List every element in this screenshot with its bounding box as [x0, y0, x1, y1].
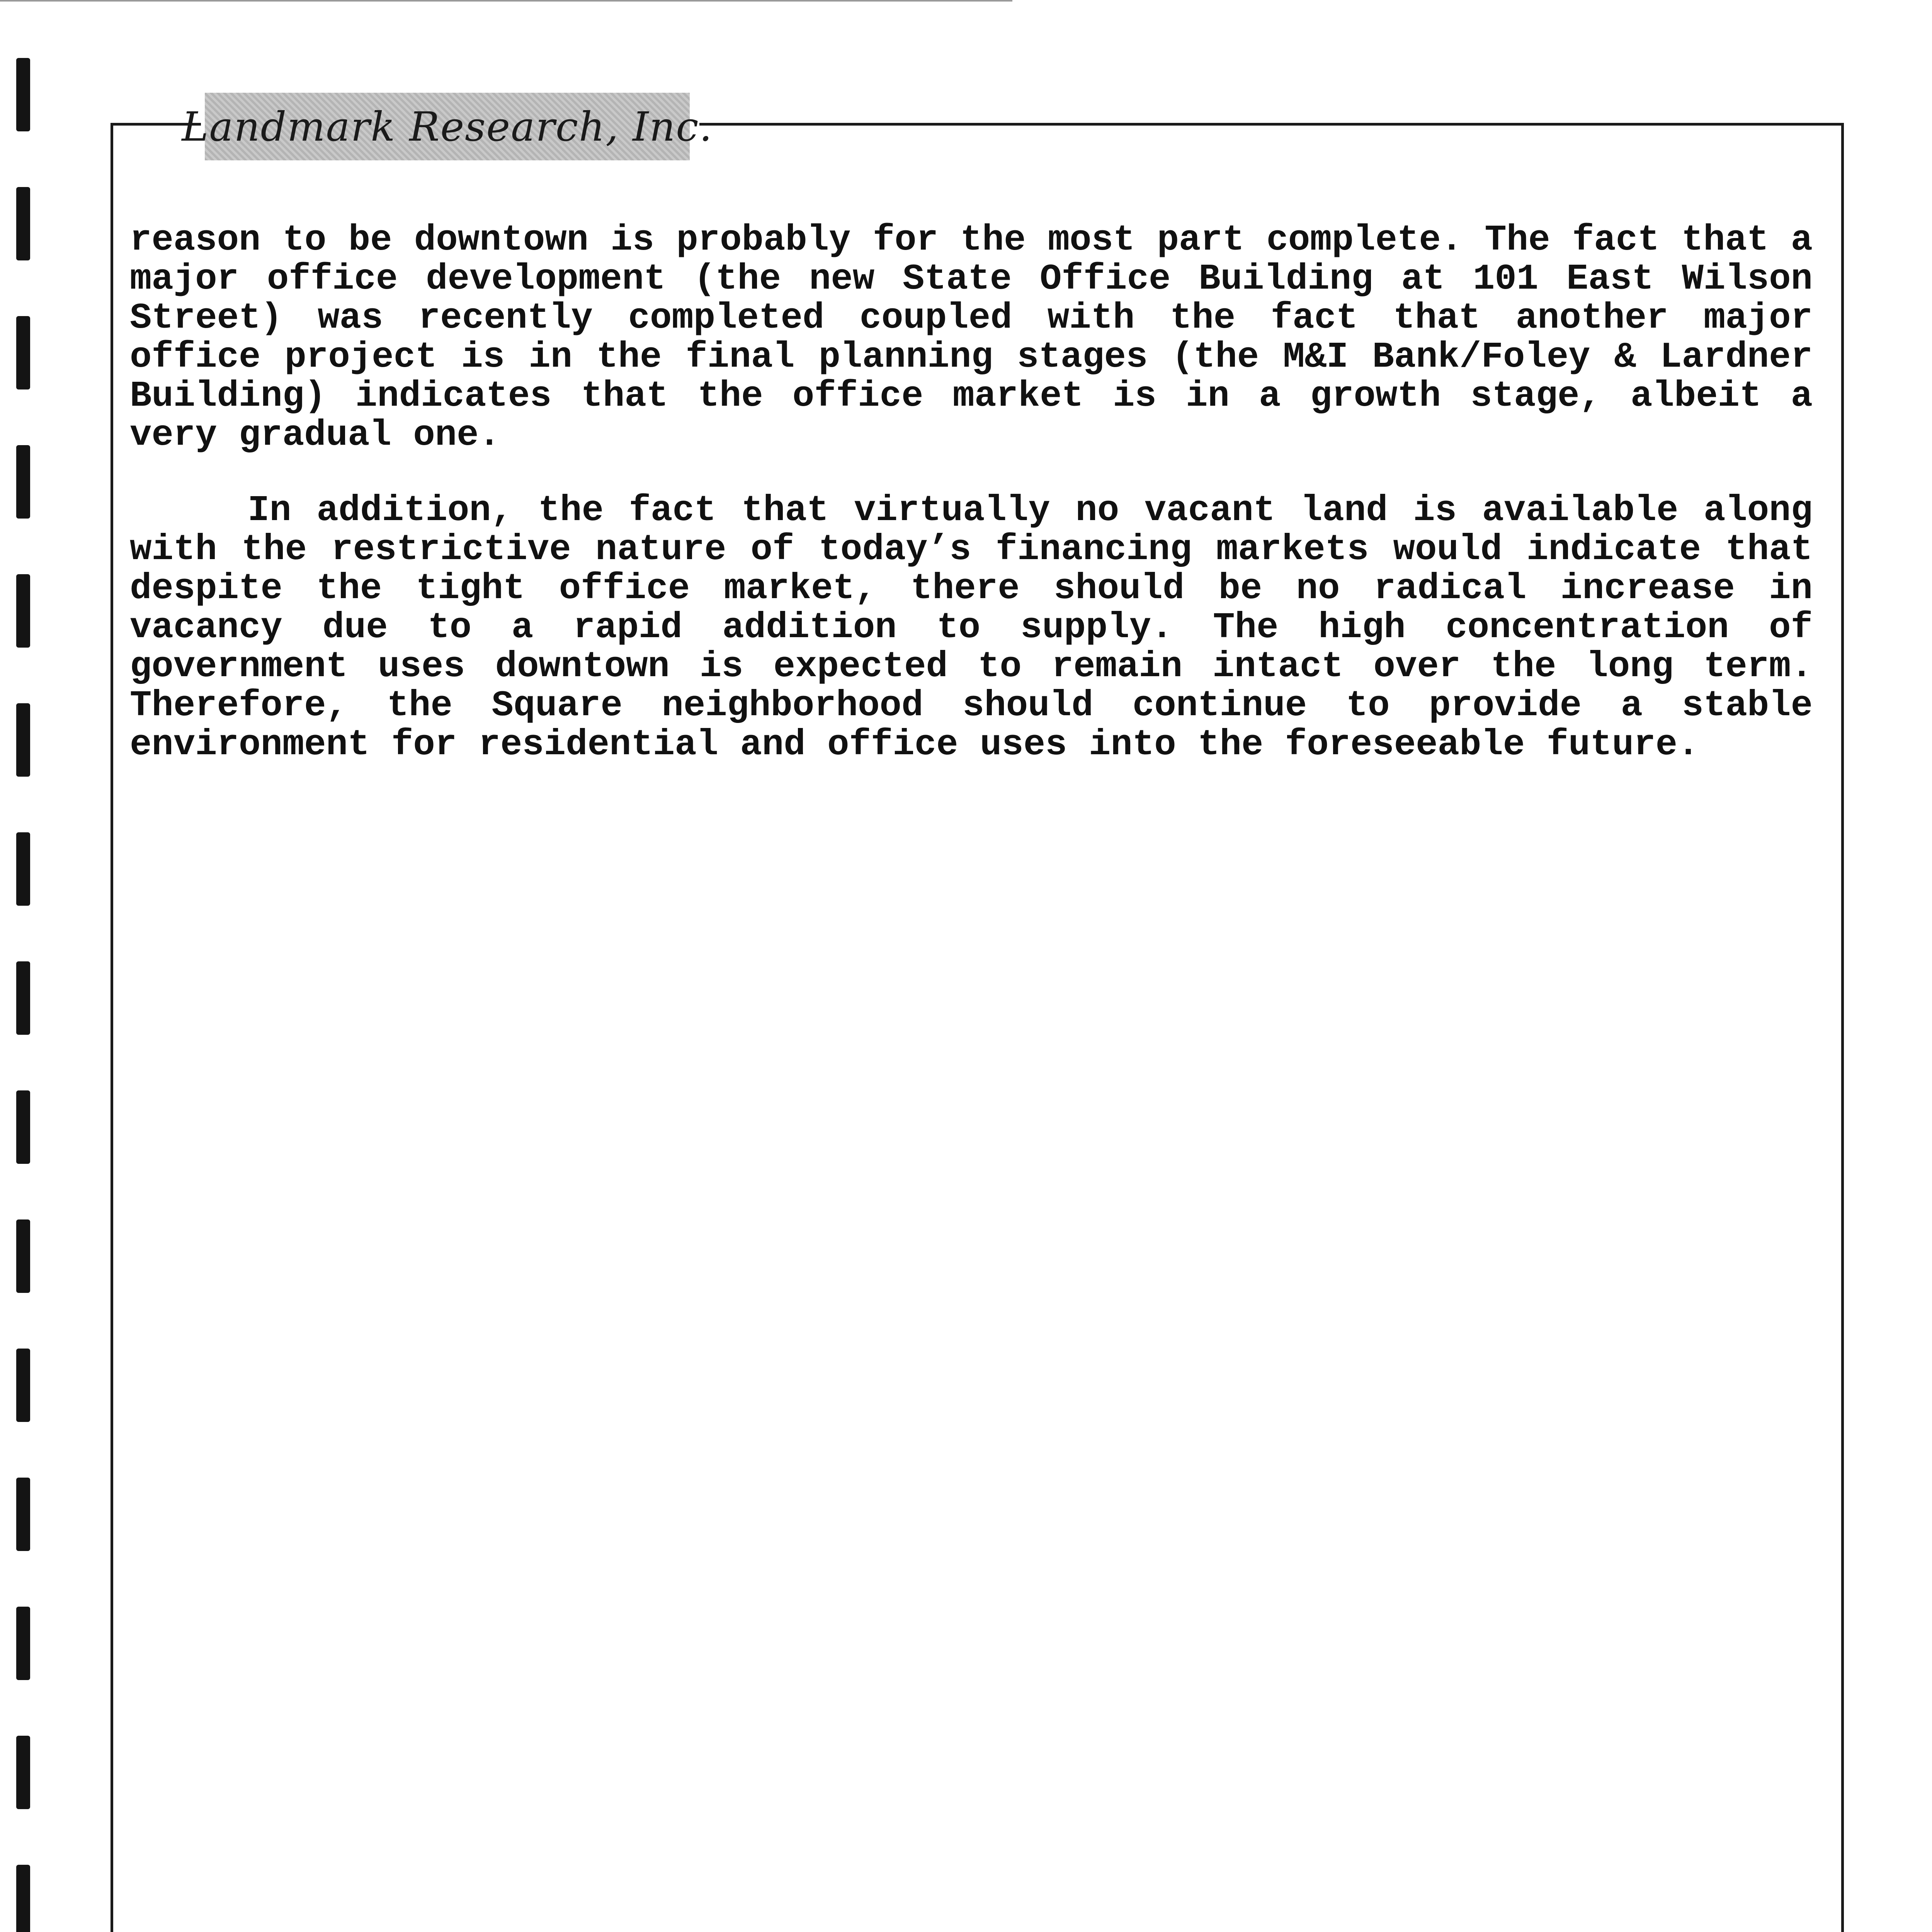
binding-hole — [16, 1090, 30, 1164]
body-text — [130, 221, 1813, 765]
binding-hole — [16, 316, 30, 389]
binding-hole — [16, 961, 30, 1035]
binding-hole — [16, 445, 30, 519]
logo-text: Landmark Research, Inc. — [182, 103, 713, 150]
binding-holes — [16, 58, 30, 1932]
binding-hole — [16, 1736, 30, 1809]
scan-top-edge — [0, 0, 1012, 2]
binding-hole — [16, 1478, 30, 1551]
binding-hole — [16, 58, 30, 131]
binding-hole — [16, 187, 30, 260]
binding-hole — [16, 703, 30, 777]
binding-hole — [16, 1349, 30, 1422]
paragraph: In addition, the fact that virtually no vacant land is available along with the restrictive nature of today’s financing markets would indicate that despite the tight office market, there should be no radical increase in vacancy due to a rapid addition to supply. The high concentration of government uses downtown is expected to remain intact over the long term. Therefore, the Square neighborhood should continue to provide a stable environment for residential and office uses into the foreseeable future. — [130, 490, 1813, 765]
paragraph: reason to be downtown is probably for the most part complete. The fact that a major office development (the new State Office Building at 101 East Wilson Street) was recently completed coupled with the fact that another major office project is in the final planning stages (the M&I Bank/Foley & Lardner Building) indicates that the office market is in a growth stage, albeit a very gradual one. — [130, 220, 1813, 456]
binding-hole — [16, 1865, 30, 1932]
binding-hole — [16, 1219, 30, 1293]
binding-hole — [16, 574, 30, 648]
company-logo — [182, 93, 713, 160]
frame-top-rule — [699, 123, 1841, 126]
binding-hole — [16, 1607, 30, 1680]
binding-hole — [16, 832, 30, 906]
